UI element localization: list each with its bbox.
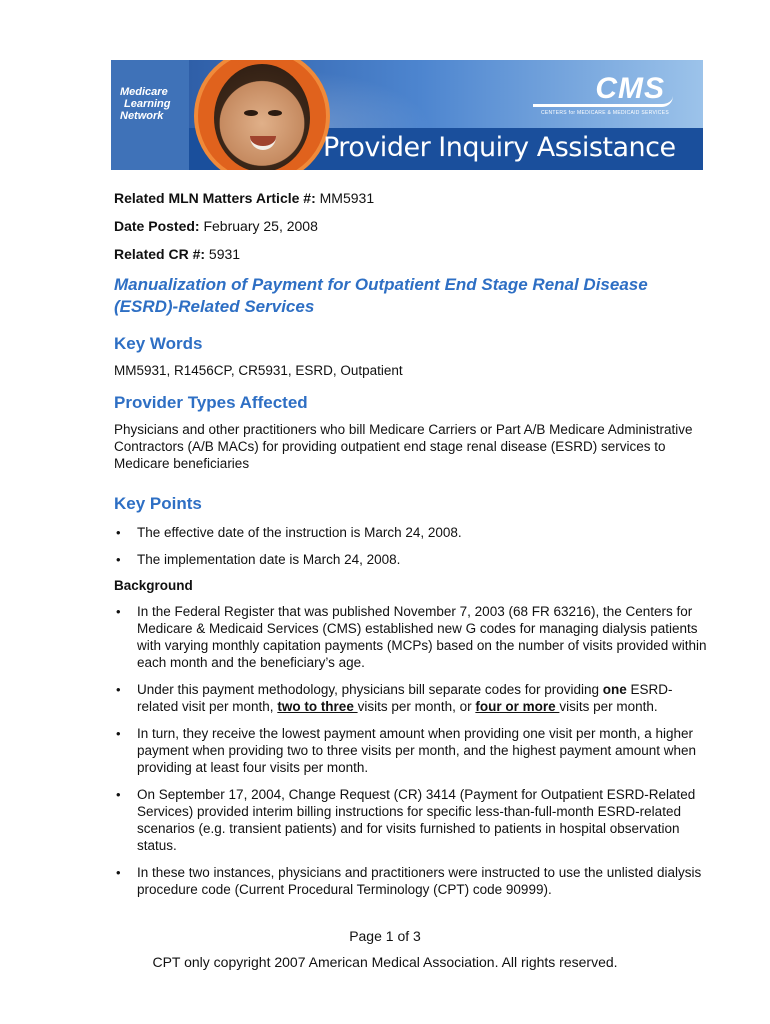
provider-types-heading: Provider Types Affected bbox=[114, 393, 308, 412]
document-body bbox=[114, 190, 709, 908]
key-points-list bbox=[114, 524, 709, 568]
background-list bbox=[114, 603, 709, 898]
key-words-text: MM5931, R1456CP, CR5931, ESRD, Outpatient bbox=[114, 363, 403, 378]
cms-logo: CMS bbox=[595, 72, 665, 105]
list-item: • The implementation date is March 24, 2008. bbox=[114, 551, 709, 568]
key-words-heading: Key Words bbox=[114, 334, 203, 353]
background-heading: Background bbox=[114, 578, 193, 593]
cr-meta: Related CR #: 5931 bbox=[114, 246, 241, 262]
list-item: • In the Federal Register that was published November 7, 2003 (68 FR 63216), the Centers for Medicare & Medicaid Services (CMS) established new G codes for managing dialysis patients with varying monthly capitation payments (MCPs) based on the number of visits provided within each month and the beneficiary’s age. bbox=[114, 603, 709, 671]
page-number: Page 1 of 3 bbox=[349, 928, 421, 944]
representative-portrait bbox=[194, 60, 330, 170]
list-item: • In these two instances, physicians and practitioners were instructed to use the unlisted dialysis procedure code (Current Procedural Terminology (CPT) code 90999). bbox=[114, 864, 709, 898]
list-item: • Under this payment methodology, physicians bill separate codes for providing one ESRD-related visit per month, two to three visits per month, or four or more visits per month. bbox=[114, 681, 709, 715]
document-title: Manualization of Payment for Outpatient End Stage Renal Disease (ESRD)-Related Services bbox=[114, 275, 648, 316]
date-meta: Date Posted: February 25, 2008 bbox=[114, 218, 318, 234]
list-item: • In turn, they receive the lowest payment amount when providing one visit per month, a higher payment when providing two to three visits per month, and the highest payment amount when providing at least four visits per month. bbox=[114, 725, 709, 776]
article-meta: Related MLN Matters Article #: MM5931 bbox=[114, 190, 375, 206]
header-banner bbox=[111, 60, 703, 170]
face-image bbox=[214, 64, 310, 170]
cms-swoosh-icon bbox=[533, 96, 673, 107]
cms-subtitle: CENTERS for MEDICARE & MEDICAID SERVICES bbox=[540, 110, 669, 116]
mln-logo: Medicare Learning Network bbox=[120, 86, 171, 122]
list-item: • The effective date of the instruction is March 24, 2008. bbox=[114, 524, 709, 541]
banner-title: Provider Inquiry Assistance bbox=[323, 132, 676, 163]
provider-types-text: Physicians and other practitioners who bill Medicare Carriers or Part A/B Medicare Administrative Contractors (A/B MACs) for providing outpatient end stage renal disease (ESRD) services to Medicare beneficiaries bbox=[114, 422, 693, 471]
copyright-notice: CPT only copyright 2007 American Medical Association. All rights reserved. bbox=[152, 954, 618, 970]
key-points-heading: Key Points bbox=[114, 494, 202, 513]
list-item: • On September 17, 2004, Change Request (CR) 3414 (Payment for Outpatient ESRD-Related Services) provided interim billing instructions for specific less-than-full-month ESRD-related scenarios (e.g. transient patients) and for visits furnished to patients in hospital observation status. bbox=[114, 786, 709, 854]
